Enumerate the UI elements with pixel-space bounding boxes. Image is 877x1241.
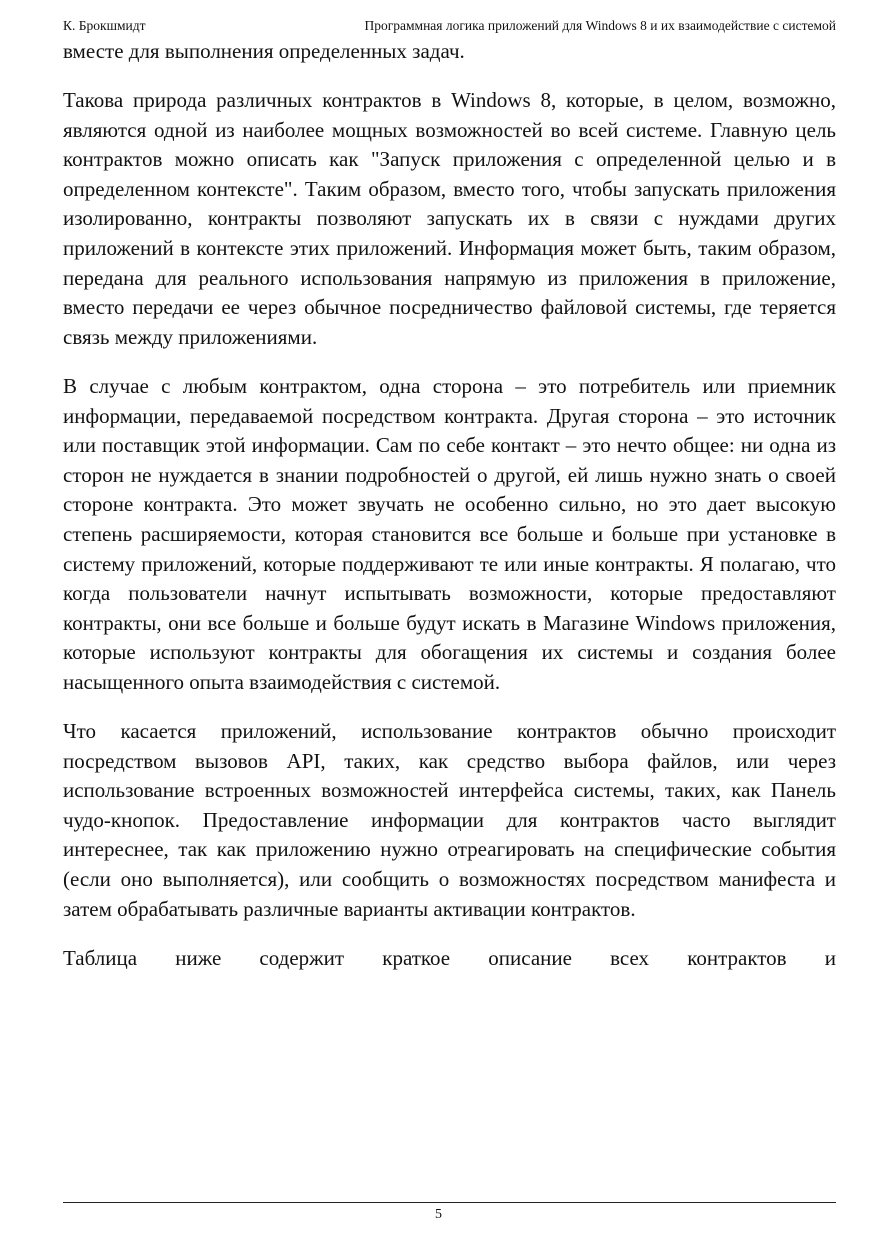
paragraph-contracts-nature: Такова природа различных контрактов в Windows 8, которые, в целом, возможно, являются одной из наиболее мощных возможностей во всей системе. Главную цель контрактов можно описать как "Запуск приложения с определенной целью и в определенном контексте". Таким образом, вместо того, чтобы запускать приложения изолированно, контракты позволяют запускать их в связи с нуждами других приложений в контексте этих приложений. Информация может быть, таким образом, передана для реального использования напрямую из приложения в приложение, вместо передачи ее через обычное посредничество файловой системы, где теряется связь между приложениями. xyxy=(63,88,836,349)
page-number: 5 xyxy=(435,1207,442,1222)
paragraph-contract-sides: В случае с любым контрактом, одна сторона – это потребитель или приемник информации, передаваемой посредством контракта. Другая сторона – это источник или поставщик этой информации. Сам по себе контакт – это нечто общее: ни одна из сторон не нуждается в знании подробностей о другой, ей лишь нужно знать о своей стороне контракта. Это может звучать не особенно сильно, но это дает высокую степень расширяемости, которая становится все больше и больше при установке в систему приложений, которые поддерживают те или иные контракты. Я полагаю, что когда пользователи начнут испытывать возможности, которые предоставляют контракты, они все больше и больше будут искать в Магазине Windows приложения, которые используют контракты для обогащения их системы и создания более насыщенного опыта взаимодействия с системой. xyxy=(63,373,836,694)
header-author: К. Брокшмидт xyxy=(63,18,146,33)
page-header xyxy=(63,15,836,37)
header-document-title: Программная логика приложений для Windows 8 и их взаимодействие с системой xyxy=(364,18,836,33)
paragraph-contract-usage: Что касается приложений, использование контрактов обычно происходит посредством вызовов API, таких, как средство выбора файлов, или через использование встроенных возможностей интерфейса системы, таких, как Панель чудо-кнопок. Предоставление информации для контрактов часто выглядит интереснее, так как приложению нужно отреагировать на специфические события (если оно выполняется), или сообщить о возможностях посредством манифеста и затем обрабатывать различные варианты активации контрактов. xyxy=(63,718,836,921)
paragraph-table-intro: Таблица ниже содержит краткое описание всех контрактов и xyxy=(63,945,836,970)
footer-divider xyxy=(63,1202,836,1203)
paragraph-continuation: вместе для выполнения определенных задач. xyxy=(63,39,465,63)
body-text xyxy=(63,37,836,973)
